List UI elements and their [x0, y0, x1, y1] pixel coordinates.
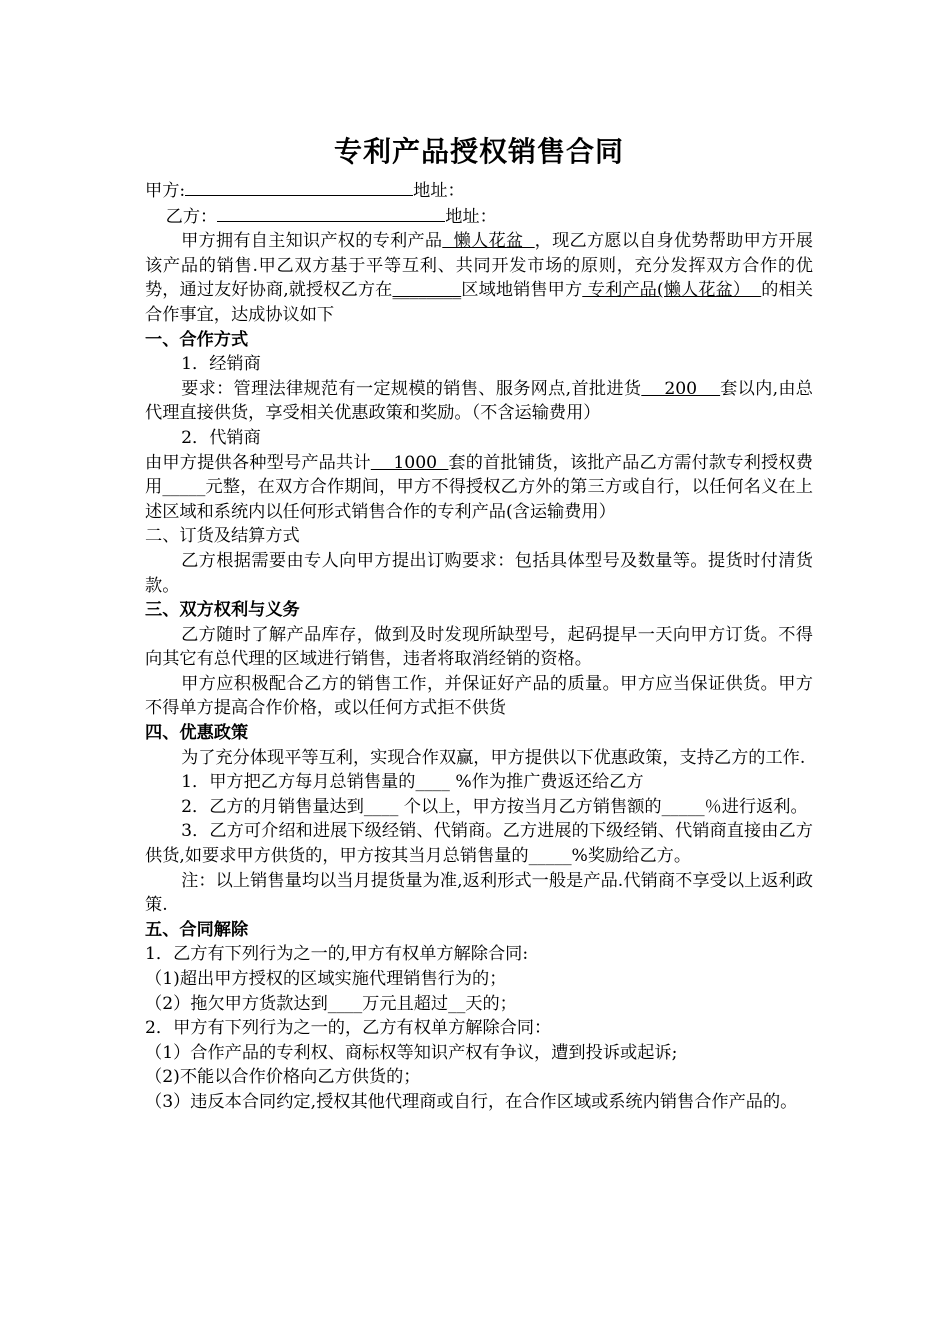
section-1-heading: 一、合作方式 — [145, 329, 249, 350]
section-5-line2: （1)超出甲方授权的区域实施代理销售行为的； — [145, 969, 507, 989]
first-batch-quantity: 200 — [641, 378, 721, 399]
section-5-line1: 1．乙方有下列行为之一的,甲方有权单方解除合同: — [145, 944, 529, 965]
section-3-heading: 三、双方权利与义务 — [145, 600, 300, 621]
section-4-item3: 3．乙方可介绍和进展下级经销、代销商。乙方进展的下级经销、代销商直接由乙方供货,如要求甲方供货的，甲方按其当月总销售量的_____%奖励给乙方。 — [145, 821, 813, 867]
product-name: 懒人花盆 — [442, 231, 535, 252]
party-b-line — [145, 204, 813, 230]
section-3-p1: 乙方随时了解产品库存，做到及时发现所缺型号，起码提早一天向甲方订货。不得向其它有总代理的区域进行销售，违者将取消经销的资格。 — [145, 624, 813, 670]
section-2-heading: 二、订货及结算方式 — [145, 526, 300, 547]
party-b-blank — [217, 204, 445, 222]
section-1-sub2-text: 由甲方提供各种型号产品共计 1000 套的首批铺货，该批产品乙方需付款专利授权费用_____元整，在双方合作期间，甲方不得授权乙方外的第三方或自行，以任何名义在上述区域和系统内以任何形式销售合作的专利产品(含运输费用） — [145, 452, 813, 522]
section-1-sub1-text: 要求：管理法律规范有一定规模的销售、服务网点,首批进货 200 套以内,由总代理直接供货，享受相关优惠政策和奖励。（不含运输费用） — [145, 378, 813, 424]
section-5-heading: 五、合同解除 — [145, 919, 249, 940]
section-5-line4: 2．甲方有下列行为之一的，乙方有权单方解除合同： — [145, 1018, 552, 1039]
total-sets: 1000 — [370, 452, 449, 473]
party-a-label: 甲方: — [145, 181, 186, 201]
party-b-label: 乙方： — [165, 206, 218, 227]
fee-blank: _____ — [162, 477, 206, 498]
contract-page — [145, 128, 813, 1115]
section-4-note: 注：以上销售量均以当月提货量为准,返利形式一般是产品.代销商不享受以上返利政策. — [145, 870, 813, 916]
section-5-line3: （2）拖欠甲方货款达到____万元且超过__天的； — [145, 993, 517, 1014]
product-full-name: 专利产品(懒人花盆） — [582, 280, 762, 301]
party-a-line — [145, 178, 813, 204]
party-a-address-label: 地址： — [413, 181, 465, 201]
section-1-sub2: 2．代销商 — [181, 427, 261, 448]
section-3-p2: 甲方应积极配合乙方的销售工作，并保证好产品的质量。甲方应当保证供货。甲方不得单方提高合作价格，或以任何方式拒不供货 — [145, 673, 813, 719]
document-title: 专利产品授权销售合同 — [333, 135, 624, 168]
section-4-heading: 四、优惠政策 — [145, 723, 249, 744]
section-4-item1: 1．甲方把乙方每月总销售量的____ %作为推广费返还给乙方 — [181, 772, 644, 793]
section-4-intro: 为了充分体现平等互利，实现合作双赢，甲方提供以下优惠政策，支持乙方的工作. — [181, 747, 806, 768]
region-blank: ________ — [392, 280, 462, 301]
intro-paragraph: 甲方拥有自主知识产权的专利产品 懒人花盆 ，现乙方愿以自身优势帮助甲方开展该产品的销售.甲乙双方基于平等互利、共同开发市场的原则，充分发挥双方合作的优势，通过友好协商,就授权乙方在________区域地销售甲方 专利产品(懒人花盆） 的相关合作事宜，达成协议如下 — [145, 231, 813, 325]
party-b-address-label: 地址： — [445, 206, 497, 227]
section-5-line7: （3）违反本合同约定,授权其他代理商或自行，在合作区域或系统内销售合作产品的。 — [145, 1091, 798, 1112]
section-5-line5: （1）合作产品的专利权、商标权等知识产权有争议，遭到投诉或起诉; — [145, 1042, 678, 1063]
section-2-text: 乙方根据需要由专人向甲方提出订购要求：包括具体型号及数量等。提货时付清货款。 — [145, 550, 813, 596]
party-a-blank — [185, 178, 413, 196]
section-4-item2: 2．乙方的月销售量达到____ 个以上，甲方按当月乙方销售额的_____％进行返利。 — [181, 796, 808, 817]
section-1-sub1: 1．经销商 — [181, 354, 261, 375]
section-5-line6: （2)不能以合作价格向乙方供货的； — [145, 1067, 421, 1088]
